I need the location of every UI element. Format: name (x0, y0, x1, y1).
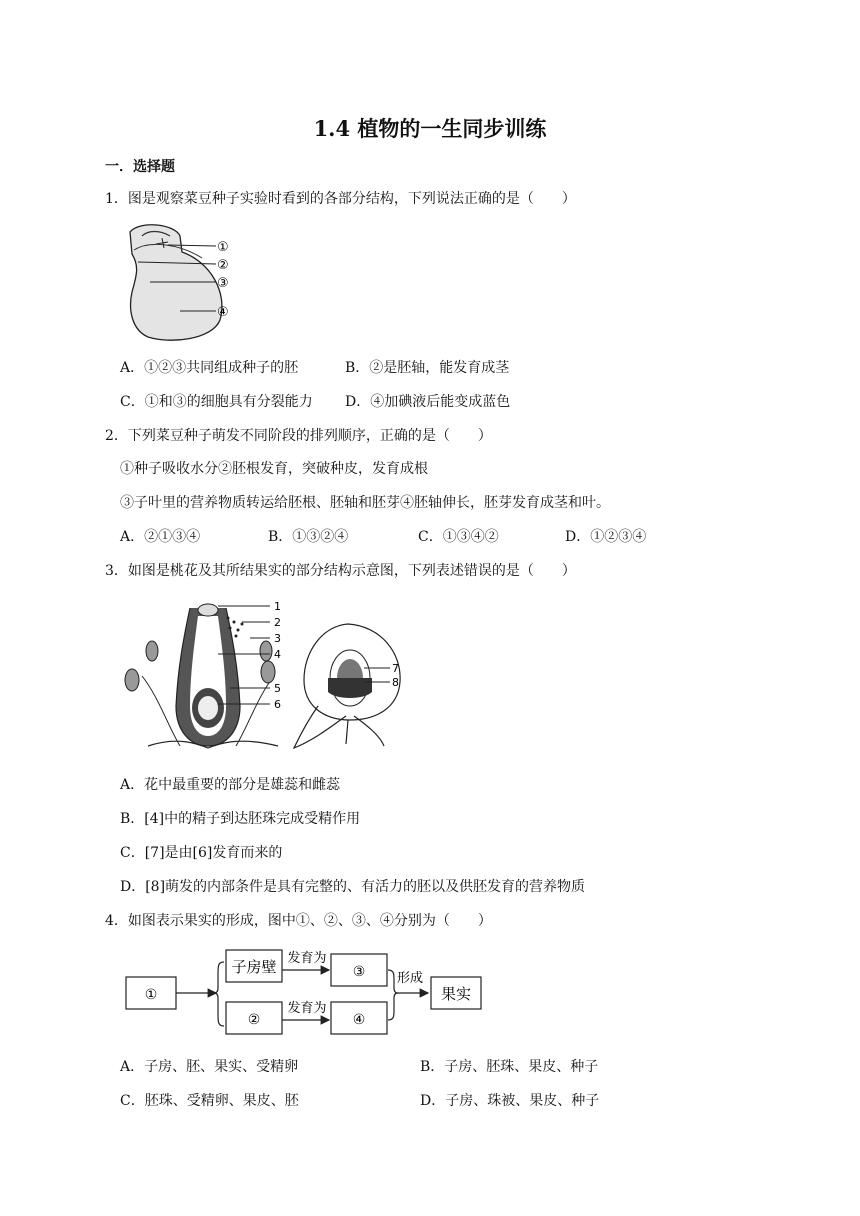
page-title: 1.4 植物的一生同步训练 (313, 116, 547, 141)
flower-label-4: 4 (274, 648, 281, 661)
question-4-stem: 4．如图表示果实的形成，图中①、②、③、④分别为（ ） (105, 913, 492, 929)
diagram-box-3: ③ (352, 964, 366, 980)
fruit-label-8: 8 (392, 676, 399, 689)
q2-option-a[interactable]: A．②①③④ (120, 529, 201, 545)
q4-option-d[interactable]: D．子房、珠被、果皮、种子 (420, 1093, 600, 1109)
question-3-stem: 3．如图是桃花及其所结果实的部分结构示意图，下列表述错误的是（ ） (105, 563, 576, 579)
diagram-box-1: ① (144, 987, 158, 1003)
q4-option-a[interactable]: A．子房、胚、果实、受精卵 (120, 1059, 299, 1075)
q2-line-1: ①种子吸收水分②胚根发育，突破种皮，发育成根 (120, 461, 428, 477)
q3-option-a[interactable]: A．花中最重要的部分是雄蕊和雌蕊 (120, 777, 341, 793)
q1-option-d[interactable]: D．④加碘液后能变成蓝色 (345, 394, 511, 410)
seed-label-2: ② (217, 258, 229, 273)
diagram-box-ovary-wall: 子房壁 (231, 958, 277, 976)
section-heading: 一．选择题 (105, 159, 175, 175)
q3-option-d[interactable]: D．[8]萌发的内部条件是具有完整的、有活力的胚以及供胚发育的营养物质 (120, 879, 586, 895)
q4-option-b[interactable]: B．子房、胚珠、果皮、种子 (420, 1059, 599, 1075)
q3-option-c[interactable]: C．[7]是由[6]发育而来的 (120, 845, 283, 861)
bean-seed-figure (120, 222, 240, 344)
q1-option-a[interactable]: A．①②③共同组成种子的胚 (120, 360, 299, 376)
q1-option-b[interactable]: B．②是胚轴，能发育成茎 (345, 360, 510, 376)
q2-option-c[interactable]: C．①③④② (418, 529, 499, 545)
diagram-arrow-bottom-label: 发育为 (287, 1001, 327, 1016)
seed-label-1: ① (217, 240, 229, 255)
fruit-label-7: 7 (392, 662, 399, 675)
seed-label-3: ③ (217, 276, 229, 291)
question-2-stem: 2．下列菜豆种子萌发不同阶段的排列顺序，正确的是（ ） (105, 428, 492, 444)
flower-label-2: 2 (274, 616, 281, 629)
flower-label-5: 5 (274, 682, 281, 695)
flower-label-6: 6 (274, 698, 281, 711)
diagram-box-4: ④ (352, 1012, 366, 1028)
fruit-formation-diagram (124, 944, 494, 1036)
flower-label-1: 1 (274, 600, 281, 613)
q2-line-2: ③子叶里的营养物质转运给胚根、胚轴和胚芽④胚轴伸长，胚芽发育成茎和叶。 (120, 495, 610, 511)
question-1-stem: 1．图是观察菜豆种子实验时看到的各部分结构，下列说法正确的是（ ） (105, 191, 576, 207)
flower-label-3: 3 (274, 632, 281, 645)
q1-option-c[interactable]: C．①和③的细胞具有分裂能力 (120, 394, 313, 410)
diagram-form-label: 形成 (396, 971, 424, 986)
diagram-box-fruit: 果实 (440, 985, 472, 1003)
q2-option-b[interactable]: B．①③②④ (268, 529, 349, 545)
peach-flower-fruit-figure (118, 596, 418, 756)
diagram-box-2: ② (247, 1012, 261, 1028)
seed-label-4: ④ (217, 305, 229, 320)
q4-option-c[interactable]: C．胚珠、受精卵、果皮、胚 (120, 1093, 299, 1109)
diagram-arrow-top-label: 发育为 (287, 951, 327, 966)
q3-option-b[interactable]: B．[4]中的精子到达胚珠完成受精作用 (120, 811, 361, 827)
q2-option-d[interactable]: D．①②③④ (565, 529, 647, 545)
